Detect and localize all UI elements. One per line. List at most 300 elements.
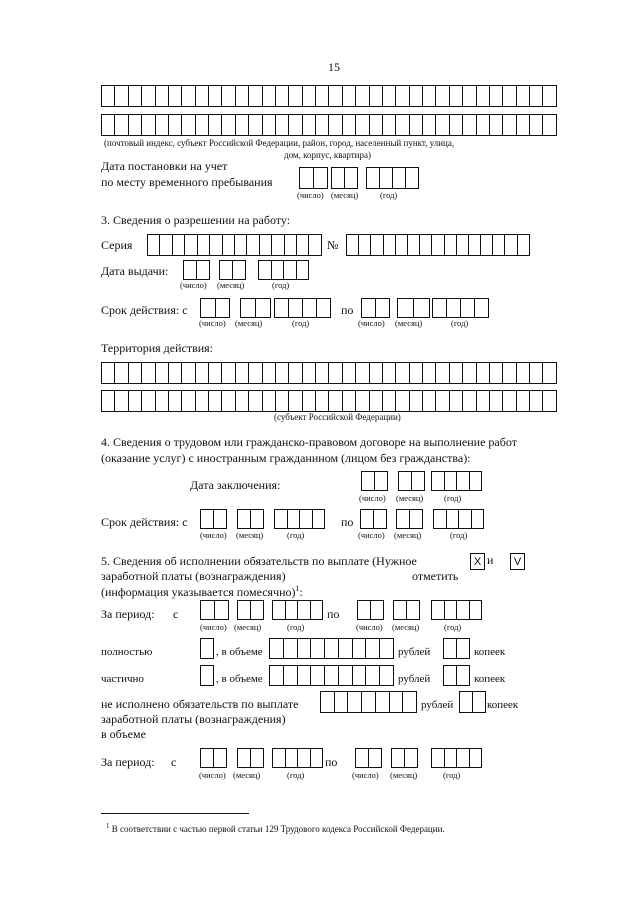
period2-to-day-cells[interactable] [355, 748, 382, 768]
period-to-year-cells[interactable] [431, 600, 482, 620]
period-from-month-cells[interactable] [237, 600, 264, 620]
grid-cell[interactable] [289, 298, 303, 318]
grid-cell[interactable] [329, 390, 342, 412]
grid-cell[interactable] [353, 638, 367, 659]
grid-cell[interactable] [249, 85, 262, 107]
grid-cell[interactable] [288, 509, 301, 529]
grid-cell[interactable] [316, 390, 329, 412]
grid-cell[interactable] [432, 471, 445, 491]
grid-cell[interactable] [286, 748, 299, 768]
grid-cell[interactable] [477, 390, 490, 412]
grid-cell[interactable] [201, 298, 216, 318]
grid-cell[interactable] [236, 114, 249, 136]
grid-cell[interactable] [173, 234, 185, 256]
grid-cell[interactable] [325, 665, 339, 686]
grid-cell[interactable] [339, 665, 353, 686]
grid-cell[interactable] [169, 85, 182, 107]
grid-cell[interactable] [260, 234, 272, 256]
grid-cell[interactable] [543, 390, 556, 412]
grid-cell[interactable] [251, 600, 264, 620]
grid-cell[interactable] [543, 114, 556, 136]
mark-v-box[interactable]: V [510, 553, 525, 570]
grid-cell[interactable] [247, 234, 259, 256]
grid-cell[interactable] [517, 390, 530, 412]
issue-month-cells[interactable] [219, 260, 246, 280]
grid-cell[interactable] [369, 748, 382, 768]
grid-cell[interactable] [423, 390, 436, 412]
grid-cell[interactable] [314, 167, 328, 189]
grid-cell[interactable] [102, 362, 115, 384]
grid-cell[interactable] [303, 85, 316, 107]
grid-cell[interactable] [393, 167, 406, 189]
period2-to-year-cells[interactable] [431, 748, 482, 768]
grid-cell[interactable] [298, 748, 311, 768]
grid-cell[interactable] [543, 362, 556, 384]
grid-cell[interactable] [316, 85, 329, 107]
grid-cell[interactable] [457, 638, 470, 659]
grid-cell[interactable] [220, 260, 233, 280]
grid-cell[interactable] [518, 234, 530, 256]
grid-cell[interactable] [356, 390, 369, 412]
grid-cell[interactable] [396, 114, 409, 136]
grid-cell[interactable] [362, 691, 376, 713]
grid-cell[interactable] [284, 638, 298, 659]
grid-cell[interactable] [530, 362, 543, 384]
address-grid-row-2[interactable] [101, 114, 557, 136]
grid-cell[interactable] [209, 85, 222, 107]
grid-cell[interactable] [142, 390, 155, 412]
contract-to-month-cells[interactable] [396, 509, 423, 529]
mark-x-box[interactable]: X [470, 553, 485, 570]
grid-cell[interactable] [343, 85, 356, 107]
grid-cell[interactable] [236, 390, 249, 412]
valid-from-day-cells[interactable] [200, 298, 230, 318]
grid-cell[interactable] [410, 85, 423, 107]
grid-cell[interactable] [371, 234, 383, 256]
grid-cell[interactable] [457, 471, 470, 491]
valid-to-month-cells[interactable] [397, 298, 430, 318]
grid-cell[interactable] [374, 509, 387, 529]
grid-cell[interactable] [272, 234, 284, 256]
valid-to-day-cells[interactable] [361, 298, 390, 318]
grid-cell[interactable] [285, 234, 297, 256]
partial-kopecks-cells[interactable] [443, 665, 470, 686]
grid-cell[interactable] [383, 114, 396, 136]
grid-cell[interactable] [505, 234, 517, 256]
valid-from-month-cells[interactable] [240, 298, 271, 318]
grid-cell[interactable] [201, 509, 214, 529]
grid-cell[interactable] [238, 600, 251, 620]
grid-cell[interactable] [410, 509, 423, 529]
grid-cell[interactable] [376, 298, 390, 318]
series-cells[interactable] [147, 234, 322, 256]
period2-to-month-cells[interactable] [391, 748, 418, 768]
grid-cell[interactable] [297, 234, 309, 256]
grid-cell[interactable] [129, 390, 142, 412]
grid-cell[interactable] [356, 748, 369, 768]
grid-cell[interactable] [503, 362, 516, 384]
issue-year-cells[interactable] [258, 260, 309, 280]
grid-cell[interactable] [321, 691, 335, 713]
grid-cell[interactable] [298, 665, 312, 686]
grid-cell[interactable] [142, 114, 155, 136]
grid-cell[interactable] [222, 85, 235, 107]
period-from-day-cells[interactable] [200, 600, 229, 620]
grid-cell[interactable] [235, 234, 247, 256]
grid-cell[interactable] [362, 471, 375, 491]
grid-cell[interactable] [115, 390, 128, 412]
grid-cell[interactable] [284, 665, 298, 686]
grid-cell[interactable] [311, 748, 324, 768]
grid-cell[interactable] [343, 114, 356, 136]
grid-cell[interactable] [249, 114, 262, 136]
grid-cell[interactable] [384, 234, 396, 256]
grid-cell[interactable] [142, 85, 155, 107]
grid-cell[interactable] [450, 362, 463, 384]
grid-cell[interactable] [129, 362, 142, 384]
grid-cell[interactable] [412, 471, 425, 491]
grid-cell[interactable] [289, 85, 302, 107]
grid-cell[interactable] [184, 260, 197, 280]
grid-cell[interactable] [169, 390, 182, 412]
address-grid-row-1[interactable] [101, 85, 557, 107]
grid-cell[interactable] [490, 85, 503, 107]
grid-cell[interactable] [358, 600, 371, 620]
grid-cell[interactable] [215, 600, 229, 620]
grid-cell[interactable] [410, 114, 423, 136]
grid-cell[interactable] [343, 362, 356, 384]
grid-cell[interactable] [259, 260, 272, 280]
unfulfilled-kopecks-cells[interactable] [459, 691, 486, 713]
grid-cell[interactable] [434, 509, 447, 529]
period2-from-month-cells[interactable] [237, 748, 264, 768]
grid-cell[interactable] [345, 167, 358, 189]
grid-cell[interactable] [477, 362, 490, 384]
grid-cell[interactable] [445, 471, 458, 491]
grid-cell[interactable] [457, 234, 469, 256]
grid-cell[interactable] [444, 665, 457, 686]
grid-cell[interactable] [490, 362, 503, 384]
grid-cell[interactable] [405, 748, 418, 768]
conclusion-day-cells[interactable] [361, 471, 388, 491]
grid-cell[interactable] [420, 234, 432, 256]
grid-cell[interactable] [329, 362, 342, 384]
issue-day-cells[interactable] [183, 260, 210, 280]
valid-from-year-cells[interactable] [274, 298, 331, 318]
partial-checkbox[interactable] [200, 665, 214, 686]
registration-year-cells[interactable] [366, 167, 419, 189]
grid-cell[interactable] [263, 390, 276, 412]
grid-cell[interactable] [463, 362, 476, 384]
grid-cell[interactable] [457, 748, 470, 768]
grid-cell[interactable] [470, 471, 483, 491]
grid-cell[interactable] [156, 85, 169, 107]
grid-cell[interactable] [311, 665, 325, 686]
grid-cell[interactable] [396, 85, 409, 107]
conclusion-year-cells[interactable] [431, 471, 482, 491]
grid-cell[interactable] [450, 85, 463, 107]
grid-cell[interactable] [273, 748, 286, 768]
grid-cell[interactable] [376, 691, 390, 713]
grid-cell[interactable] [432, 600, 445, 620]
grid-cell[interactable] [196, 114, 209, 136]
grid-cell[interactable] [396, 362, 409, 384]
grid-cell[interactable] [238, 509, 251, 529]
grid-cell[interactable] [380, 665, 394, 686]
contract-to-year-cells[interactable] [433, 509, 484, 529]
period2-from-day-cells[interactable] [200, 748, 227, 768]
grid-cell[interactable] [359, 234, 371, 256]
grid-cell[interactable] [367, 167, 380, 189]
grid-cell[interactable] [129, 85, 142, 107]
grid-cell[interactable] [298, 638, 312, 659]
grid-cell[interactable] [470, 600, 483, 620]
contract-to-day-cells[interactable] [360, 509, 387, 529]
grid-cell[interactable] [397, 509, 410, 529]
grid-cell[interactable] [222, 114, 235, 136]
grid-cell[interactable] [313, 509, 326, 529]
grid-cell[interactable] [432, 234, 444, 256]
grid-cell[interactable] [160, 234, 172, 256]
grid-cell[interactable] [450, 390, 463, 412]
grid-cell[interactable] [311, 638, 325, 659]
grid-cell[interactable] [169, 114, 182, 136]
grid-cell[interactable] [311, 600, 324, 620]
grid-cell[interactable] [472, 509, 485, 529]
grid-cell[interactable] [196, 362, 209, 384]
grid-cell[interactable] [463, 114, 476, 136]
grid-cell[interactable] [275, 509, 288, 529]
grid-cell[interactable] [270, 665, 284, 686]
grid-cell[interactable] [543, 85, 556, 107]
grid-cell[interactable] [115, 114, 128, 136]
grid-cell[interactable] [316, 114, 329, 136]
grid-cell[interactable] [249, 390, 262, 412]
grid-cell[interactable] [348, 691, 362, 713]
registration-month-cells[interactable] [331, 167, 358, 189]
grid-cell[interactable] [475, 298, 489, 318]
grid-cell[interactable] [383, 362, 396, 384]
grid-cell[interactable] [303, 298, 317, 318]
grid-cell[interactable] [457, 665, 470, 686]
grid-cell[interactable] [329, 114, 342, 136]
grid-cell[interactable] [198, 234, 210, 256]
grid-cell[interactable] [223, 234, 235, 256]
grid-cell[interactable] [241, 298, 256, 318]
grid-cell[interactable] [216, 298, 231, 318]
grid-cell[interactable] [436, 85, 449, 107]
valid-to-year-cells[interactable] [432, 298, 489, 318]
grid-cell[interactable] [256, 298, 271, 318]
grid-cell[interactable] [530, 114, 543, 136]
grid-cell[interactable] [251, 509, 264, 529]
grid-cell[interactable] [102, 114, 115, 136]
grid-cell[interactable] [433, 298, 447, 318]
grid-cell[interactable] [493, 234, 505, 256]
grid-cell[interactable] [445, 234, 457, 256]
grid-cell[interactable] [276, 362, 289, 384]
territory-grid-row-2[interactable] [101, 390, 557, 412]
grid-cell[interactable] [410, 362, 423, 384]
grid-cell[interactable] [317, 298, 331, 318]
grid-cell[interactable] [209, 114, 222, 136]
grid-cell[interactable] [272, 260, 285, 280]
grid-cell[interactable] [300, 509, 313, 529]
grid-cell[interactable] [289, 390, 302, 412]
grid-cell[interactable] [370, 362, 383, 384]
grid-cell[interactable] [276, 114, 289, 136]
grid-cell[interactable] [214, 509, 227, 529]
grid-cell[interactable] [222, 390, 235, 412]
grid-cell[interactable] [460, 691, 473, 713]
period2-from-year-cells[interactable] [272, 748, 323, 768]
grid-cell[interactable] [517, 362, 530, 384]
permit-number-cells[interactable] [346, 234, 530, 256]
grid-cell[interactable] [370, 390, 383, 412]
period-to-day-cells[interactable] [357, 600, 384, 620]
territory-grid-row-1[interactable] [101, 362, 557, 384]
grid-cell[interactable] [517, 114, 530, 136]
grid-cell[interactable] [289, 362, 302, 384]
grid-cell[interactable] [298, 600, 311, 620]
full-kopecks-cells[interactable] [443, 638, 470, 659]
grid-cell[interactable] [102, 390, 115, 412]
grid-cell[interactable] [209, 362, 222, 384]
grid-cell[interactable] [222, 362, 235, 384]
grid-cell[interactable] [383, 85, 396, 107]
grid-cell[interactable] [284, 260, 297, 280]
period-to-month-cells[interactable] [393, 600, 420, 620]
grid-cell[interactable] [347, 234, 359, 256]
period-from-year-cells[interactable] [272, 600, 323, 620]
grid-cell[interactable] [473, 691, 486, 713]
grid-cell[interactable] [461, 298, 475, 318]
grid-cell[interactable] [517, 85, 530, 107]
grid-cell[interactable] [156, 114, 169, 136]
grid-cell[interactable] [169, 362, 182, 384]
grid-cell[interactable] [353, 665, 367, 686]
grid-cell[interactable] [270, 638, 284, 659]
grid-cell[interactable] [408, 234, 420, 256]
grid-cell[interactable] [436, 114, 449, 136]
contract-from-day-cells[interactable] [200, 509, 227, 529]
grid-cell[interactable] [335, 691, 349, 713]
grid-cell[interactable] [102, 85, 115, 107]
grid-cell[interactable] [503, 85, 516, 107]
grid-cell[interactable] [343, 390, 356, 412]
grid-cell[interactable] [396, 234, 408, 256]
grid-cell[interactable] [380, 638, 394, 659]
grid-cell[interactable] [371, 600, 384, 620]
grid-cell[interactable] [249, 362, 262, 384]
grid-cell[interactable] [390, 691, 404, 713]
grid-cell[interactable] [383, 390, 396, 412]
grid-cell[interactable] [356, 114, 369, 136]
grid-cell[interactable] [185, 234, 197, 256]
grid-cell[interactable] [490, 114, 503, 136]
grid-cell[interactable] [445, 748, 458, 768]
conclusion-month-cells[interactable] [398, 471, 425, 491]
grid-cell[interactable] [303, 390, 316, 412]
grid-cell[interactable] [156, 362, 169, 384]
grid-cell[interactable] [275, 298, 289, 318]
grid-cell[interactable] [303, 362, 316, 384]
grid-cell[interactable] [447, 298, 461, 318]
full-checkbox[interactable] [200, 638, 214, 659]
contract-from-month-cells[interactable] [237, 509, 264, 529]
grid-cell[interactable] [182, 114, 195, 136]
grid-cell[interactable] [403, 691, 417, 713]
grid-cell[interactable] [297, 260, 310, 280]
grid-cell[interactable] [210, 234, 222, 256]
grid-cell[interactable] [407, 600, 420, 620]
grid-cell[interactable] [477, 114, 490, 136]
grid-cell[interactable] [370, 114, 383, 136]
grid-cell[interactable] [470, 748, 483, 768]
grid-cell[interactable] [214, 748, 227, 768]
grid-cell[interactable] [394, 600, 407, 620]
grid-cell[interactable] [432, 748, 445, 768]
grid-cell[interactable] [423, 362, 436, 384]
grid-cell[interactable] [115, 362, 128, 384]
grid-cell[interactable] [233, 260, 246, 280]
grid-cell[interactable] [447, 509, 460, 529]
grid-cell[interactable] [276, 85, 289, 107]
grid-cell[interactable] [530, 390, 543, 412]
grid-cell[interactable] [316, 362, 329, 384]
full-rubles-cells[interactable] [269, 638, 394, 659]
grid-cell[interactable] [392, 748, 405, 768]
grid-cell[interactable] [182, 85, 195, 107]
grid-cell[interactable] [406, 167, 419, 189]
grid-cell[interactable] [477, 85, 490, 107]
registration-day-cells[interactable] [299, 167, 328, 189]
grid-cell[interactable] [286, 600, 299, 620]
grid-cell[interactable] [370, 85, 383, 107]
grid-cell[interactable] [325, 638, 339, 659]
grid-cell[interactable] [263, 362, 276, 384]
grid-cell[interactable] [410, 390, 423, 412]
grid-cell[interactable] [469, 234, 481, 256]
grid-cell[interactable] [503, 114, 516, 136]
grid-cell[interactable] [263, 85, 276, 107]
grid-cell[interactable] [329, 85, 342, 107]
grid-cell[interactable] [148, 234, 160, 256]
grid-cell[interactable] [289, 114, 302, 136]
grid-cell[interactable] [423, 85, 436, 107]
grid-cell[interactable] [196, 85, 209, 107]
grid-cell[interactable] [236, 362, 249, 384]
grid-cell[interactable] [142, 362, 155, 384]
grid-cell[interactable] [276, 390, 289, 412]
grid-cell[interactable] [444, 638, 457, 659]
grid-cell[interactable] [129, 114, 142, 136]
grid-cell[interactable] [332, 167, 345, 189]
grid-cell[interactable] [201, 748, 214, 768]
grid-cell[interactable] [396, 390, 409, 412]
grid-cell[interactable] [459, 509, 472, 529]
grid-cell[interactable] [209, 390, 222, 412]
partial-rubles-cells[interactable] [269, 665, 394, 686]
grid-cell[interactable] [156, 390, 169, 412]
grid-cell[interactable] [463, 390, 476, 412]
grid-cell[interactable] [362, 298, 376, 318]
grid-cell[interactable] [366, 638, 380, 659]
grid-cell[interactable] [115, 85, 128, 107]
grid-cell[interactable] [273, 600, 286, 620]
grid-cell[interactable] [490, 390, 503, 412]
grid-cell[interactable] [309, 234, 321, 256]
